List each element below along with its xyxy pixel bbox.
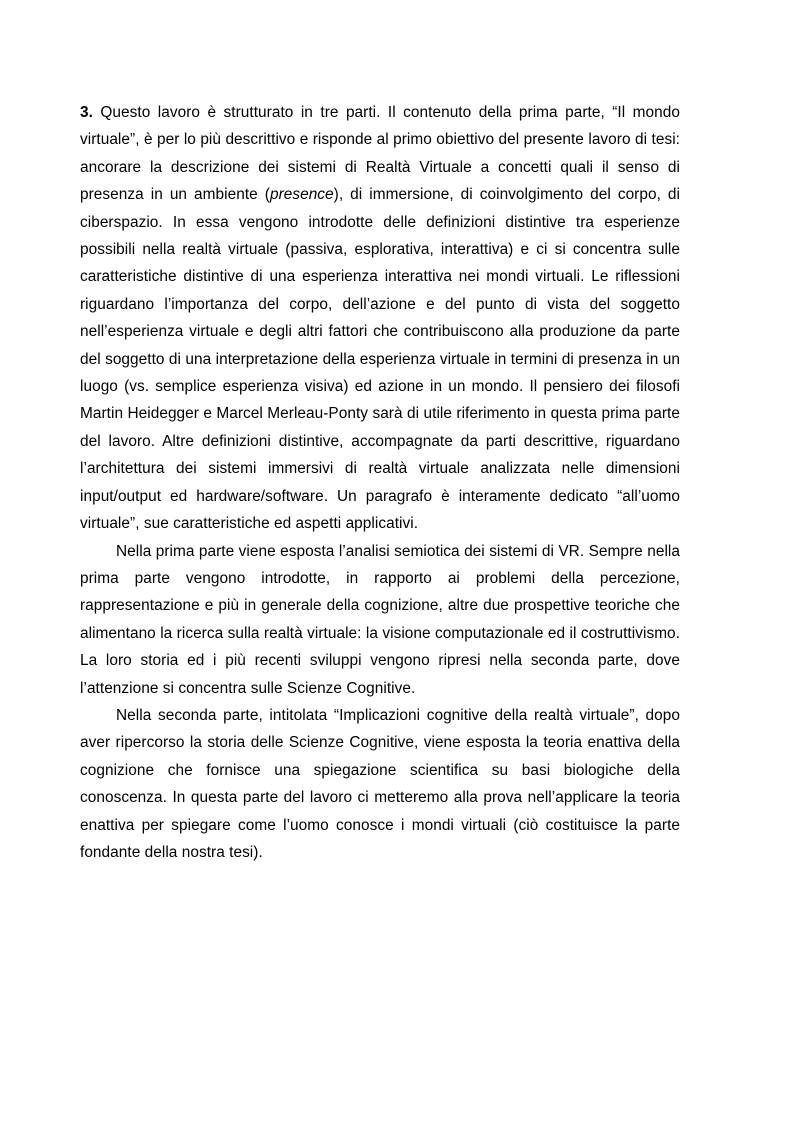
paragraph-first-part: Nella prima parte viene esposta l’analisi semiotica dei sistemi di VR. Sempre nella prima parte vengono introdotte, in rapporto ai problemi della percezione, rappresentazione e più in generale della cognizione, altre due prospettive teoriche che alimentano la ricerca sulla realtà virtuale: la visione computazionale ed il costruttivismo. La loro storia ed i più recenti sviluppi vengono ripresi nella seconda parte, dove l’attenzione si concentra sulle Scienze Cognitive. bbox=[80, 542, 680, 697]
paragraph-intro bbox=[80, 99, 680, 538]
section-number: 3. bbox=[80, 104, 93, 121]
presence-term: presence bbox=[269, 186, 334, 204]
paragraph-intro-lead: Questo lavoro è strutturato in tre parti. Il contenuto della prima parte, “Il mondo virtuale”, è per lo più descrittivo e risponde al primo obiettivo del presente lavoro di tesi: ancorare la descrizione dei sistemi di Realtà Virtuale a concetti quali il senso di presenza in un ambiente ( bbox=[80, 104, 680, 204]
document-page bbox=[80, 99, 680, 866]
paragraph-intro-tail: ), di immersione, di coinvolgimento del corpo, di ciberspazio. In essa vengono introdotte delle definizioni distintive tra esperienze possibili nella realtà virtuale (passiva, esplorativa, interattiva) e ci si concentra sulle caratteristiche distintive di una esperienza interattiva nei mondi virtuali. Le riflessioni riguardano l’importanza del corpo, dell’azione e del punto di vista del soggetto nell’esperienza virtuale e degli altri fattori che contribuiscono alla produzione da parte del soggetto di una interpretazione della esperienza virtuale in termini di presenza in un luogo (vs. semplice esperienza visiva) ed azione in un mondo. Il pensiero dei filosofi Martin Heidegger e Marcel Merleau-Ponty sarà di utile riferimento in questa prima parte del lavoro. Altre definizioni distintive, accompagnate da parti descrittive, riguardano l’architettura dei sistemi immersivi di realtà virtuale analizzata nelle dimensioni input/output ed hardware/software. Un paragrafo è interamente dedicato “all’uomo virtuale”, sue caratteristiche ed aspetti applicativi. bbox=[80, 186, 680, 533]
paragraph-second-part: Nella seconda parte, intitolata “Implicazioni cognitive della realtà virtuale”, dopo aver ripercorso la storia delle Scienze Cognitive, viene esposta la teoria enattiva della cognizione che fornisce una spiegazione scientifica su basi biologiche della conoscenza. In questa parte del lavoro ci metteremo alla prova nell’applicare la teoria enattiva per spiegare come l’uomo conosce i mondi virtuali (ciò costituisce la parte fondante della nostra tesi). bbox=[80, 706, 680, 861]
